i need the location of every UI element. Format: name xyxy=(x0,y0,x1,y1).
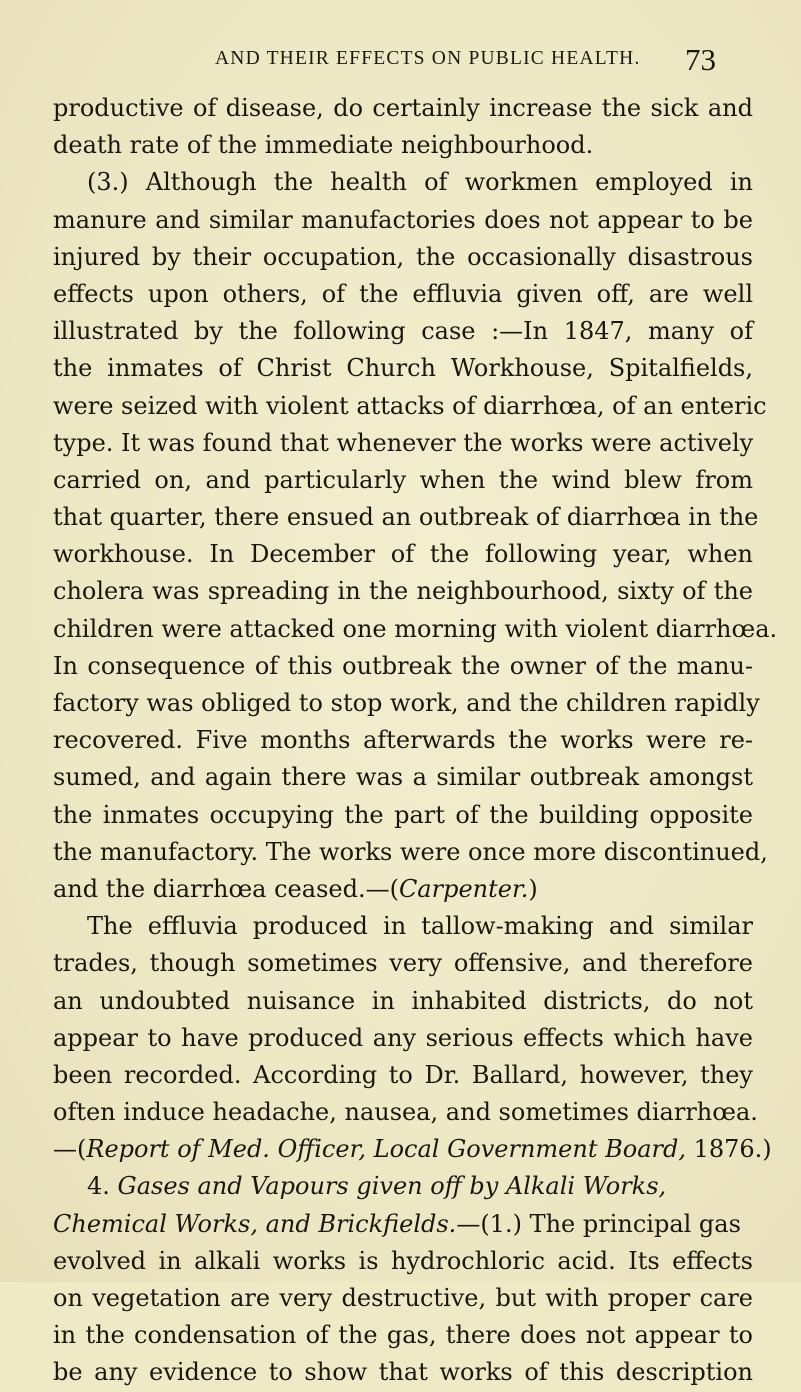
text-line: effects upon others, of the effluvia given off, are well xyxy=(53,279,753,308)
section-number: 4. xyxy=(87,1172,118,1201)
text-run: —( xyxy=(53,1135,87,1164)
text-line: evolved in alkali works is hydrochloric acid. Its effects xyxy=(53,1246,753,1275)
text-line xyxy=(53,1131,772,1168)
body-text xyxy=(53,90,778,1392)
section-title-cont: Chemical Works, and Brickfields. xyxy=(53,1209,457,1238)
text-line: on vegetation are very destructive, but with proper care xyxy=(53,1284,753,1312)
text-line: illustrated by the following case :—In 1847, many of xyxy=(53,317,753,346)
text-line: the manufactory. The works were once more discontinued, xyxy=(53,837,768,866)
text-line: been recorded. According to Dr. Ballard, however, they xyxy=(53,1060,753,1089)
text-run: —(1.) The principal gas xyxy=(456,1209,741,1238)
text-line: The effluvia produced in tallow-making and similar xyxy=(87,912,753,941)
text-line: cholera was spreading in the neighbourhood, sixty of the xyxy=(53,577,753,606)
page-header xyxy=(0,44,801,78)
text-line: workhouse. In December of the following year, when xyxy=(53,540,753,569)
text-line: an undoubted nuisance in inhabited districts, do not xyxy=(53,986,753,1015)
section-title: Gases and Vapours given off by Alkali Works, xyxy=(117,1172,667,1201)
text-line: trades, though sometimes very offensive, and therefore xyxy=(53,949,753,978)
running-head: AND THEIR EFFECTS ON PUBLIC HEALTH. xyxy=(215,48,641,69)
text-line: were seized with violent attacks of diarrhœa, of an enteric xyxy=(53,391,767,420)
text-line: carried on, and particularly when the wind blew from xyxy=(53,465,753,494)
text-run: and the diarrhœa ceased.—( xyxy=(53,874,399,903)
text-run: ) xyxy=(528,874,538,903)
text-line: type. It was found that whenever the works were actively xyxy=(53,428,754,457)
text-line: death rate of the immediate neighbourhood. xyxy=(53,131,594,160)
text-run: 1876.) xyxy=(685,1135,772,1164)
text-line: often induce headache, nausea, and sometimes diarrhœa. xyxy=(53,1098,758,1127)
text-line: recovered. Five months afterwards the works were re- xyxy=(53,726,753,755)
text-line: (3.) Although the health of workmen employed in xyxy=(87,168,753,197)
text-line xyxy=(53,1206,753,1243)
text-line: the inmates occupying the part of the building opposite xyxy=(53,800,753,829)
citation-source: Report of Med. Officer, Local Government Board, xyxy=(86,1135,686,1164)
text-line: that quarter, there ensued an outbreak of diarrhœa in the xyxy=(53,503,759,532)
text-line: manure and similar manufactories does not appear to be xyxy=(53,205,753,234)
text-line: factory was obliged to stop work, and the children rapidly xyxy=(53,689,760,717)
text-line: productive of disease, do certainly increase the sick and xyxy=(53,94,753,122)
text-line: sumed, and again there was a similar outbreak amongst xyxy=(53,763,753,792)
page-number: 73 xyxy=(685,42,716,77)
text-line: injured by their occupation, the occasionally disastrous xyxy=(53,242,753,271)
citation-author: Carpenter. xyxy=(398,874,529,903)
text-line: be any evidence to show that works of this description xyxy=(53,1358,753,1387)
text-line: In consequence of this outbreak the owner of the manu- xyxy=(53,651,753,680)
section-heading-line xyxy=(53,1168,753,1205)
text-line: the inmates of Christ Church Workhouse, Spitalfields, xyxy=(53,354,753,383)
text-line: children were attacked one morning with violent diarrhœa. xyxy=(53,614,778,643)
text-line: appear to have produced any serious effects which have xyxy=(53,1023,753,1052)
text-line xyxy=(53,871,753,908)
text-line: in the condensation of the gas, there does not appear to xyxy=(53,1321,753,1350)
